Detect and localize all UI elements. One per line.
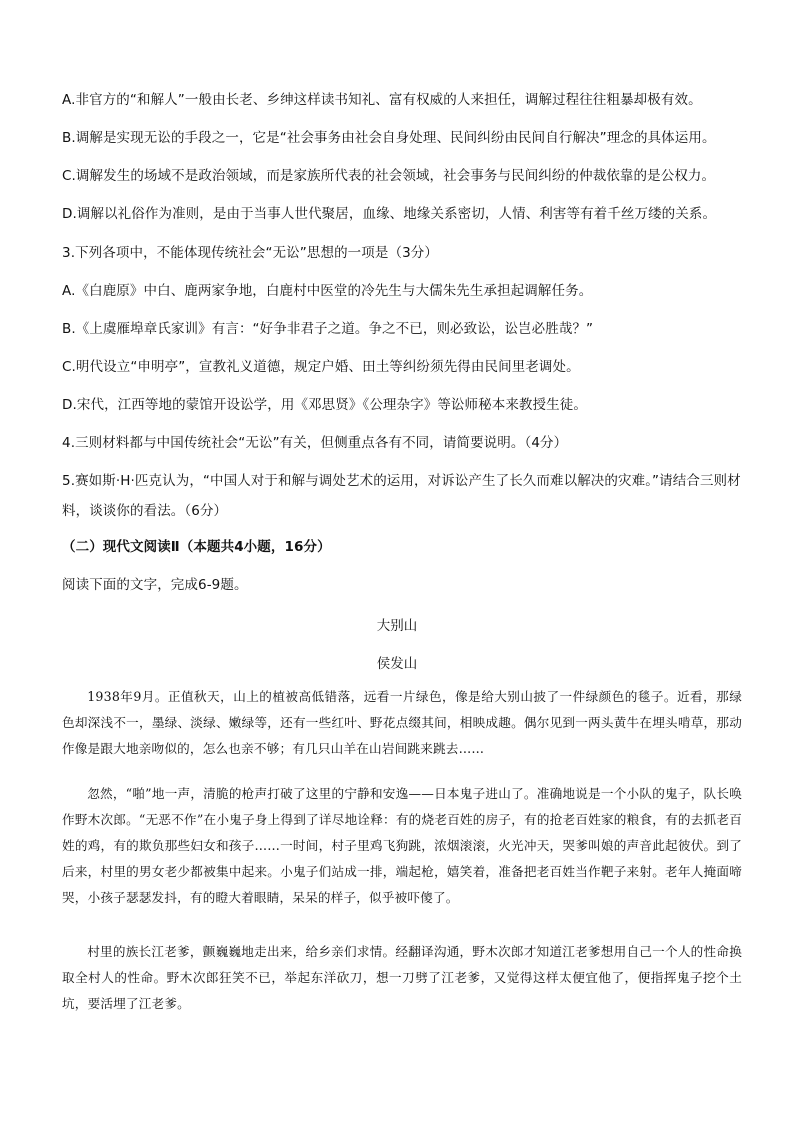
story-title: 大别山 (376, 618, 418, 634)
q2-option-a: A.非官方的“和解人”一般由长老、乡绅这样读书知礼、富有权威的人来担任，调解过程往往粗暴却极有效。 (62, 92, 702, 108)
story-paragraph: 忽然，“啪”地一声，清脆的枪声打破了这里的宁静和安逸——日本鬼子进山了。准确地说是一个小队的鬼子，队长唤作野木次郎。“无恶不作”在小鬼子身上得到了详尽地诠释：有的烧老百姓的房子，有的抢老百姓家的粮食，有的去抓老百姓的鸡，有的欺负那些妇女和孩子……一时间，村子里鸡飞狗跳，浓烟滚滚，火光冲天，哭爹叫娘的声音此起彼伏。到了后来，村里的男女老少都被集中起来。小鬼子们站成一排，端起枪，嬉笑着，准备把老百姓当作靶子来射。老年人掩面啼哭，小孩子瑟瑟发抖，有的瞪大着眼睛，呆呆的样子，似乎被吓傻了。 (62, 786, 742, 905)
q3-option-c: C.明代设立“申明亭”，宣教礼义道德，规定户婚、田土等纠纷须先得由民间里老调处。 (62, 359, 580, 375)
q3-option-b: B.《上虞雁埠章氏家训》有言：“好争非君子之道。争之不已，则必致讼，讼岂必胜哉？” (62, 321, 594, 337)
q4-stem: 4.三则材料都与中国传统社会“无讼”有关，但侧重点各有不同，请简要说明。（4分） (62, 435, 568, 451)
story-author: 侯发山 (376, 656, 418, 672)
q5-stem: 5.赛如斯·H·匹克认为，“中国人对于和解与调处艺术的运用，对诉讼产生了长久而难以解决的灾难。”请结合三则材料，谈谈你的看法。（6分） (62, 473, 741, 519)
section-instruction: 阅读下面的文字，完成6-9题。 (62, 577, 248, 593)
q2-option-c: C.调解发生的场域不是政治领域，而是家族所代表的社会领域，社会事务与民间纠纷的仲裁依靠的是公权力。 (62, 168, 716, 184)
q3-option-d: D.宋代，江西等地的蒙馆开设讼学，用《邓思贤》《公理杂字》等讼师秘本来教授生徒。 (62, 397, 587, 413)
section-heading: （二）现代文阅读Ⅱ（本题共4小题，16分） (62, 539, 331, 555)
q2-option-b: B.调解是实现无讼的手段之一，它是“社会事务由社会自身处理、民间纠纷由民间自行解决”理念的具体运用。 (62, 130, 716, 146)
q3-option-a: A.《白鹿原》中白、鹿两家争地，白鹿村中医堂的冷先生与大儒朱先生承担起调解任务。 (62, 283, 593, 299)
story-paragraph: 村里的族长江老爹，颤巍巍地走出来，给乡亲们求情。经翻译沟通，野木次郎才知道江老爹想用自己一个人的性命换取全村人的性命。野木次郎狂笑不已，举起东洋砍刀，想一刀劈了江老爹，又觉得这样太便宜他了，便指挥鬼子挖个土坑，要活埋了江老爹。 (62, 944, 742, 1011)
q3-stem: 3.下列各项中，不能体现传统社会“无讼”思想的一项是（3分） (62, 245, 438, 261)
q2-option-d: D.调解以礼俗作为准则，是由于当事人世代聚居，血缘、地缘关系密切，人情、利害等有着千丝万缕的关系。 (62, 206, 717, 222)
story-paragraph: 1938年9月。正值秋天，山上的植被高低错落，远看一片绿色，像是给大别山披了一件绿颜色的毯子。近看，那绿色却深浅不一，墨绿、淡绿、嫩绿等，还有一些红叶、野花点缀其间，相映成趣。偶尔见到一两头黄牛在埋头啃草，那动作像是跟大地亲吻似的，怎么也亲不够；有几只山羊在山岩间跳来跳去…… (62, 689, 742, 756)
